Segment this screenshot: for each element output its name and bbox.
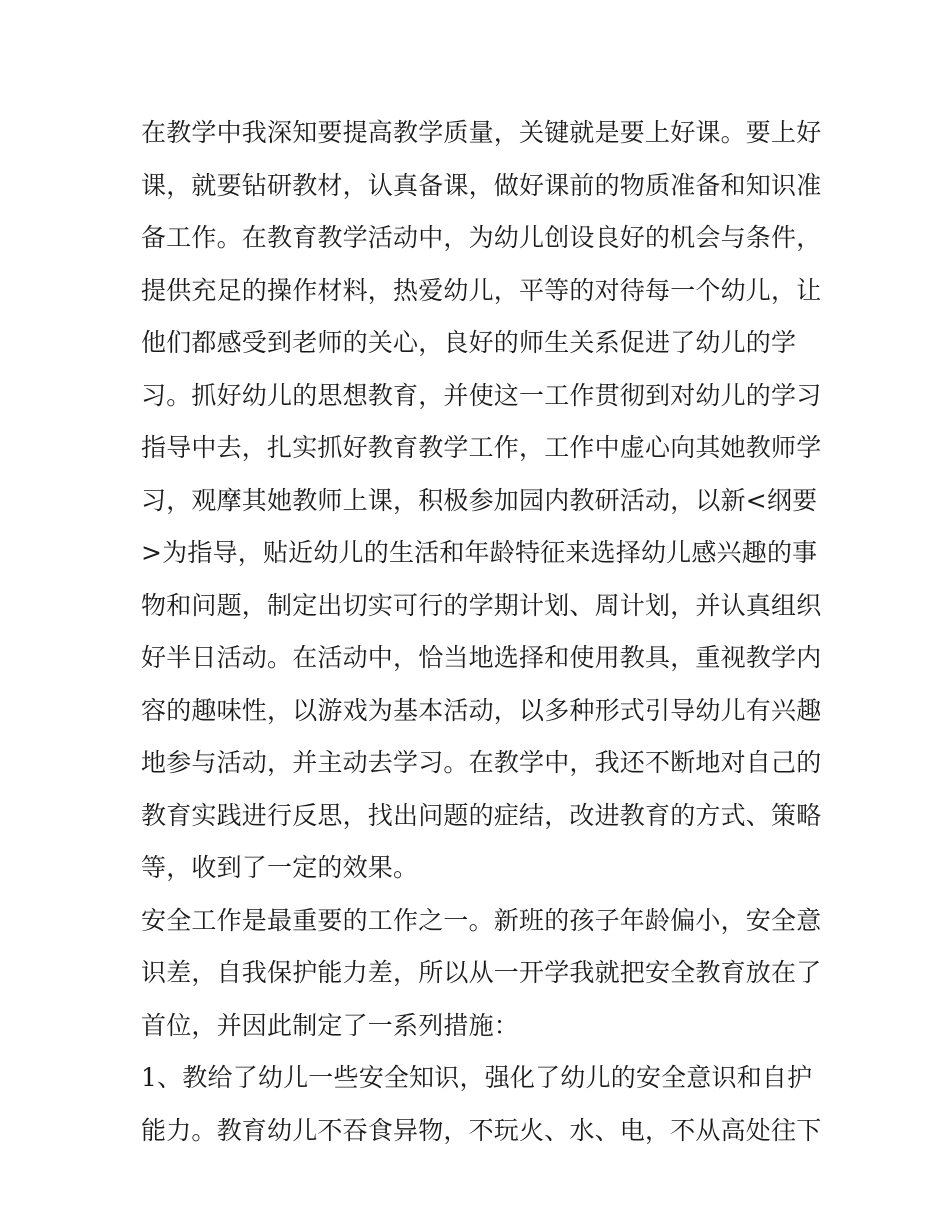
text-line-12: 容的趣味性，以游戏为基本活动，以多种形式引导幼儿有兴趣 xyxy=(141,695,822,725)
text-line-9: >为指导，贴近幼儿的生活和年龄特征来选择幼儿感兴趣的事 xyxy=(141,538,818,567)
body-text xyxy=(141,107,821,1157)
text-line-13: 地参与活动，并主动去学习。在教学中，我还不断地对自己的 xyxy=(141,748,822,777)
text-line-5: 他们都感受到老师的关心，良好的师生关系促进了幼儿的学 xyxy=(141,328,797,357)
text-line-1: 在教学中我深知要提高教学质量，关键就是要上好课。要上好 xyxy=(141,118,822,147)
text-line-15: 等，收到了一定的效果。 xyxy=(141,853,419,882)
text-line-19: 1、教给了幼儿一些安全知识，强化了幼儿的安全意识和自护 xyxy=(141,1063,813,1092)
text-line-2: 课，就要钻研教材，认真备课，做好课前的物质准备和知识准 xyxy=(141,170,822,200)
text-line-20: 能力。教育幼儿不吞食异物，不玩火、水、电，不从高处往下 xyxy=(141,1115,822,1145)
text-line-11: 好半日活动。在活动中，恰当地选择和使用教具，重视教学内 xyxy=(141,643,822,672)
text-line-4: 提供充足的操作材料，热爱幼儿，平等的对待每一个幼儿，让 xyxy=(141,275,822,305)
text-line-3: 备工作。在教育教学活动中，为幼儿创设良好的机会与条件， xyxy=(141,223,822,252)
text-line-16: 安全工作是最重要的工作之一。新班的孩子年龄偏小，安全意 xyxy=(141,905,822,935)
text-line-10: 物和问题，制定出切实可行的学期计划、周计划，并认真组织 xyxy=(141,590,822,620)
text-line-8: 习，观摩其她教师上课，积极参加园内教研活动，以新<纲要 xyxy=(141,485,818,515)
text-line-17: 识差，自我保护能力差，所以从一开学我就把安全教育放在了 xyxy=(141,958,822,987)
text-line-7: 指导中去，扎实抓好教育教学工作，工作中虚心向其她教师学 xyxy=(141,433,822,462)
text-line-14: 教育实践进行反思，找出问题的症结，改进教育的方式、策略 xyxy=(141,800,822,830)
text-line-18: 首位，并因此制定了一系列措施： xyxy=(141,1010,520,1040)
text-line-6: 习。抓好幼儿的思想教育，并使这一工作贯彻到对幼儿的学习 xyxy=(141,380,822,410)
